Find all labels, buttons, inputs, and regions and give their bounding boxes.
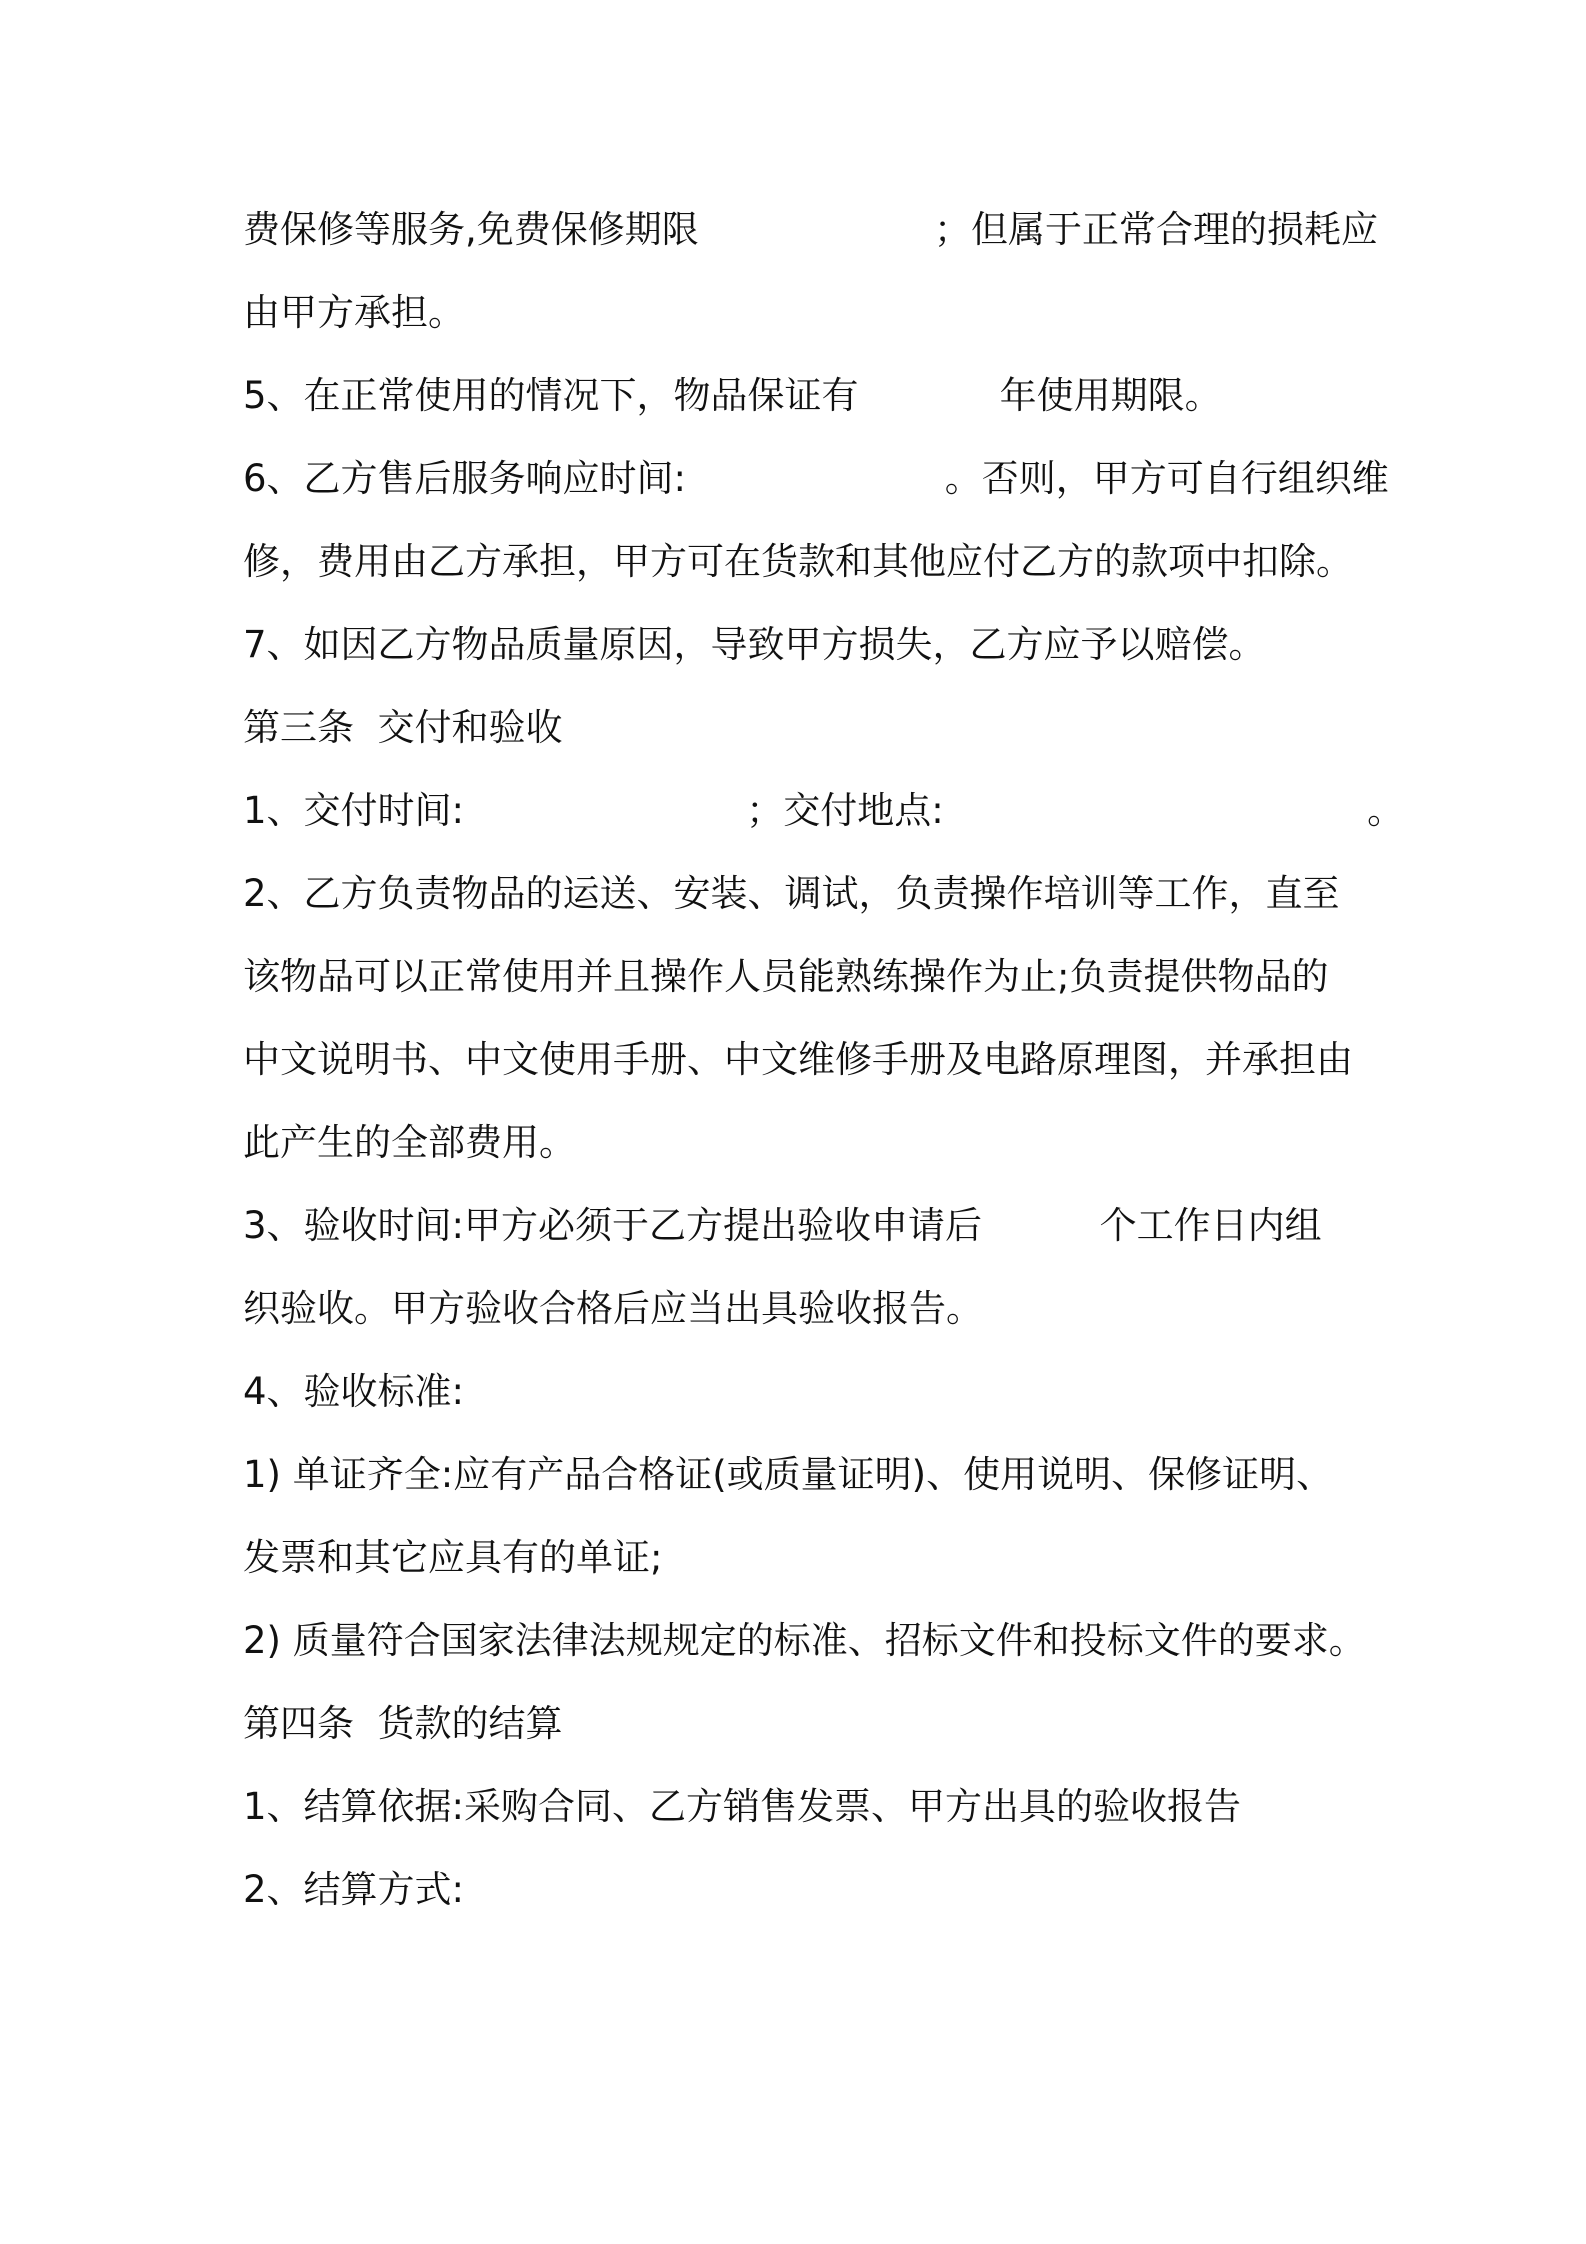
text-line-warranty-cont: 由甲方承担。 xyxy=(243,291,465,334)
section-heading-article-3: 第三条 交付和验收 xyxy=(243,706,563,749)
text-line-settlement-method: 2、结算方式: xyxy=(243,1868,465,1911)
text-line-item-7: 7、如因乙方物品质量原因，导致甲方损失，乙方应予以赔偿。 xyxy=(243,623,1266,666)
text-line-warranty: 费保修等服务,免费保修期限 ；但属于正常合理的损耗应 xyxy=(243,208,1378,251)
text-line-delivery-duties-cont-2: 中文说明书、中文使用手册、中文维修手册及电路原理图，并承担由 xyxy=(243,1038,1353,1081)
text-line-delivery-time: 1、交付时间: ；交付地点: 。 xyxy=(243,789,1405,832)
text-line-acceptance-time-cont: 织验收。甲方验收合格后应当出具验收报告。 xyxy=(243,1287,983,1330)
text-line-item-5: 5、在正常使用的情况下，物品保证有 年使用期限。 xyxy=(243,374,1222,417)
text-line-item-6-cont: 修，费用由乙方承担，甲方可在货款和其他应付乙方的款项中扣除。 xyxy=(243,540,1353,583)
section-heading-article-4: 第四条 货款的结算 xyxy=(243,1702,563,1745)
text-line-standard-1-cont: 发票和其它应具有的单证; xyxy=(243,1536,663,1579)
text-line-acceptance-standard: 4、验收标准: xyxy=(243,1370,465,1413)
text-line-acceptance-time: 3、验收时间:甲方必须于乙方提出验收申请后 个工作日内组 xyxy=(243,1204,1322,1247)
text-line-standard-2: 2) 质量符合国家法律法规规定的标准、招标文件和投标文件的要求。 xyxy=(243,1619,1366,1662)
text-line-standard-1: 1) 单证齐全:应有产品合格证(或质量证明)、使用说明、保修证明、 xyxy=(243,1453,1334,1496)
text-line-item-6: 6、乙方售后服务响应时间: 。否则，甲方可自行组织维 xyxy=(243,457,1389,500)
text-line-delivery-duties-cont-1: 该物品可以正常使用并且操作人员能熟练操作为止;负责提供物品的 xyxy=(243,955,1329,998)
text-line-delivery-duties-cont-3: 此产生的全部费用。 xyxy=(243,1121,576,1164)
text-line-settlement-basis: 1、结算依据:采购合同、乙方销售发票、甲方出具的验收报告 xyxy=(243,1785,1242,1828)
text-line-delivery-duties: 2、乙方负责物品的运送、安装、调试，负责操作培训等工作，直至 xyxy=(243,872,1340,915)
